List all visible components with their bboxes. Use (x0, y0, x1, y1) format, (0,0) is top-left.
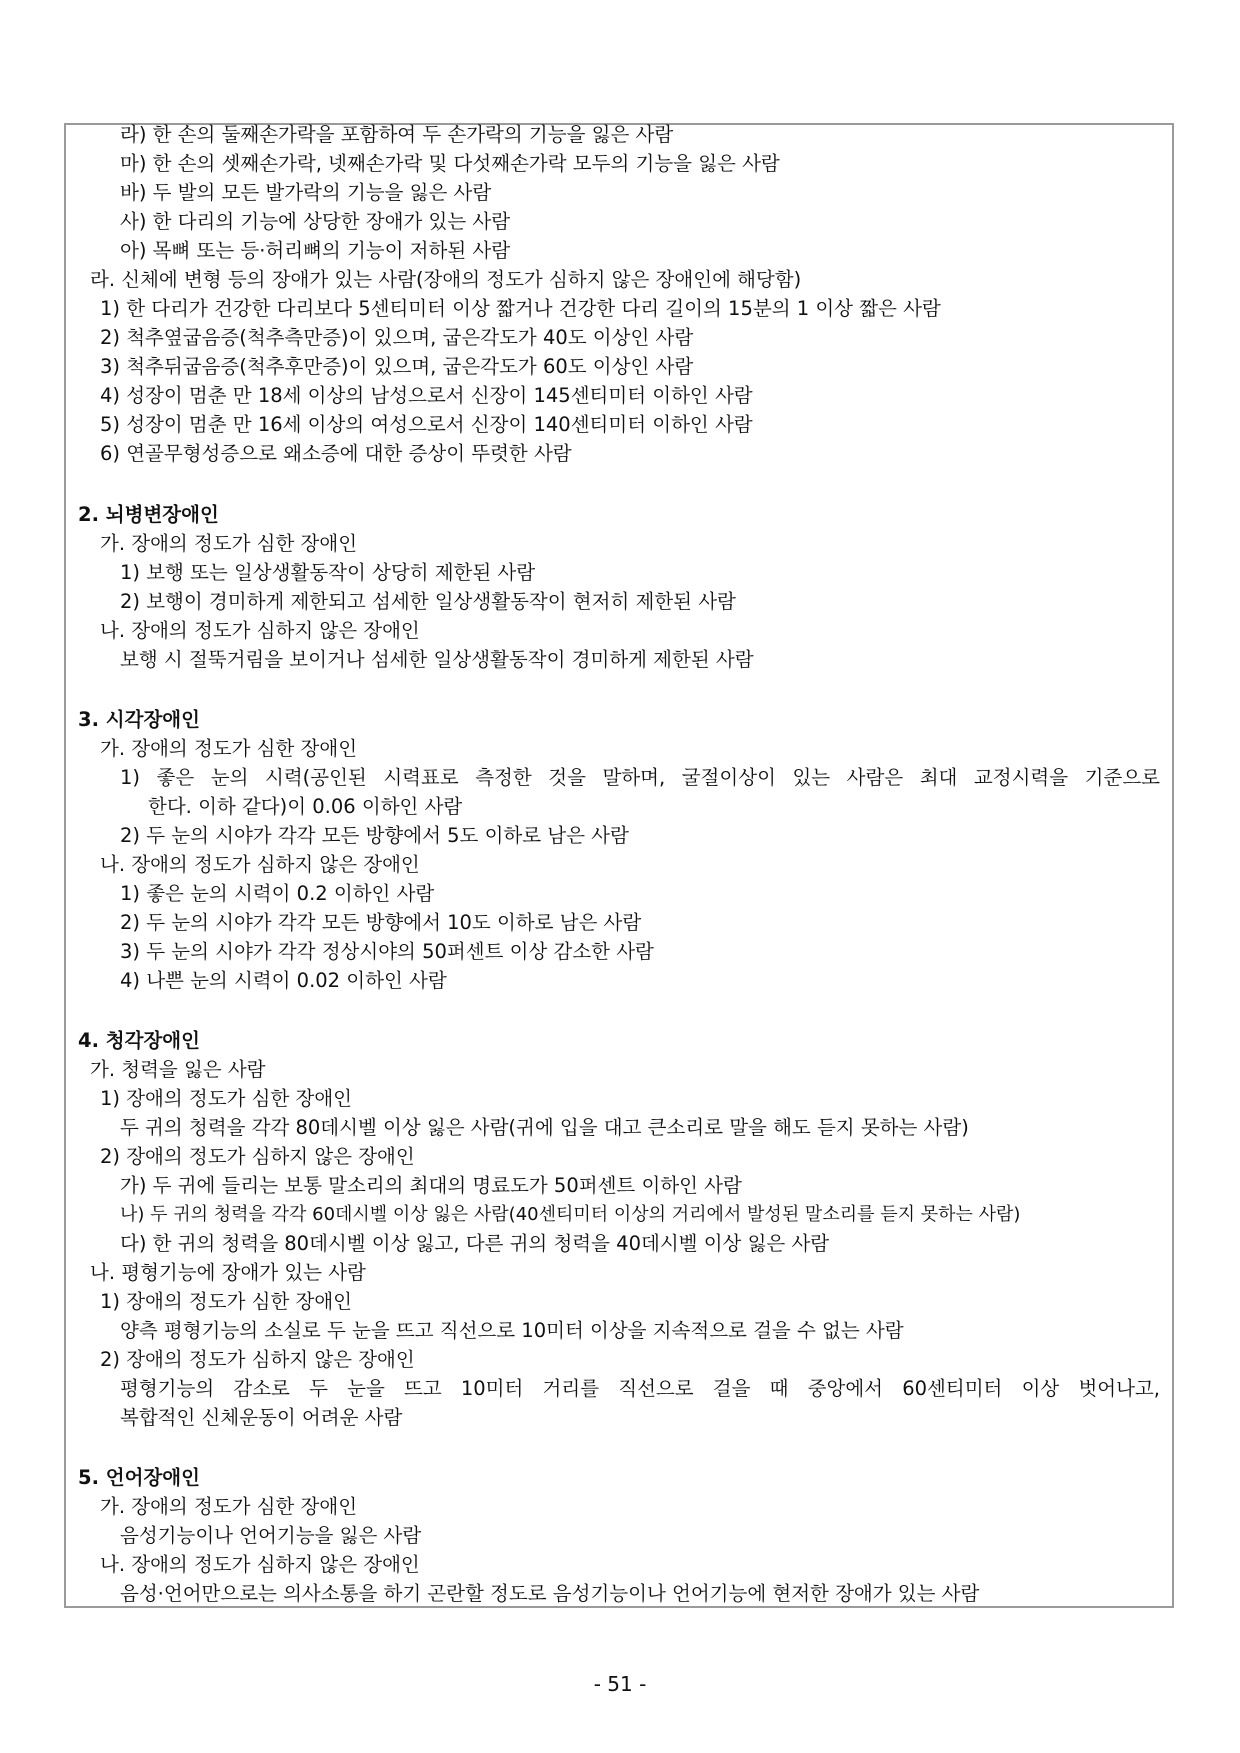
text-line: 6) 연골무형성증으로 왜소증에 대한 증상이 뚜렷한 사람 (100, 442, 572, 465)
text-line: 가. 청력을 잃은 사람 (90, 1058, 266, 1081)
text-line: 가. 장애의 정도가 심한 장애인 (100, 532, 358, 555)
text-line: 나. 장애의 정도가 심하지 않은 장애인 (100, 853, 420, 876)
section-heading: 5. 언어장애인 (78, 1466, 200, 1489)
text-line: 보행 시 절뚝거림을 보이거나 섬세한 일상생활동작이 경미하게 제한된 사람 (120, 648, 754, 671)
section-heading: 3. 시각장애인 (78, 708, 200, 731)
text-line: 2) 보행이 경미하게 제한되고 섬세한 일상생활동작이 현저히 제한된 사람 (120, 590, 736, 613)
text-line: 두 귀의 청력을 각각 80데시벨 이상 잃은 사람(귀에 입을 대고 큰소리로 말을 해도 듣지 못하는 사람) (120, 1116, 969, 1139)
text-line: 마) 한 손의 셋째손가락, 넷째손가락 및 다섯째손가락 모두의 기능을 잃은 사람 (120, 152, 780, 175)
text-line: 2) 두 눈의 시야가 각각 모든 방향에서 5도 이하로 남은 사람 (120, 824, 629, 847)
text-line: 4) 성장이 멈춘 만 18세 이상의 남성으로서 신장이 145센티미터 이하인 사람 (100, 384, 753, 407)
text-line: 1) 한 다리가 건강한 다리보다 5센티미터 이상 짧거나 건강한 다리 길이의 15분의 1 이상 짧은 사람 (100, 297, 941, 320)
text-line: 가) 두 귀에 들리는 보통 말소리의 최대의 명료도가 50퍼센트 이하인 사람 (120, 1174, 742, 1197)
text-line: 1) 좋은 눈의 시력(공인된 시력표로 측정한 것을 말하며, 굴절이상이 있는 사람은 최대 교정시력을 기준으로 (120, 766, 1160, 789)
text-line: 가. 장애의 정도가 심한 장애인 (100, 1495, 358, 1518)
section-heading: 2. 뇌병변장애인 (78, 503, 219, 526)
text-line: 3) 척추뒤굽음증(척추후만증)이 있으며, 굽은각도가 60도 이상인 사람 (100, 355, 694, 378)
text-line: 복합적인 신체운동이 어려운 사람 (120, 1406, 403, 1429)
text-line: 양측 평형기능의 소실로 두 눈을 뜨고 직선으로 10미터 이상을 지속적으로 걸을 수 없는 사람 (120, 1319, 904, 1342)
text-line: 1) 좋은 눈의 시력이 0.2 이하인 사람 (120, 882, 435, 905)
text-line: 2) 두 눈의 시야가 각각 모든 방향에서 10도 이하로 남은 사람 (120, 911, 642, 934)
text-line: 2) 척추옆굽음증(척추측만증)이 있으며, 굽은각도가 40도 이상인 사람 (100, 326, 694, 349)
text-line: 3) 두 눈의 시야가 각각 정상시야의 50퍼센트 이상 감소한 사람 (120, 940, 654, 963)
text-line: 음성·언어만으로는 의사소통을 하기 곤란할 정도로 음성기능이나 언어기능에 현저한 장애가 있는 사람 (120, 1582, 980, 1605)
text-line: 라) 한 손의 둘째손가락을 포함하여 두 손가락의 기능을 잃은 사람 (120, 123, 674, 146)
text-line: 바) 두 발의 모든 발가락의 기능을 잃은 사람 (120, 181, 492, 204)
text-line: 나. 장애의 정도가 심하지 않은 장애인 (100, 1553, 420, 1576)
text-line: 라. 신체에 변형 등의 장애가 있는 사람(장애의 정도가 심하지 않은 장애인에 해당함) (90, 268, 802, 291)
text-line: 사) 한 다리의 기능에 상당한 장애가 있는 사람 (120, 210, 511, 233)
text-line: 2) 장애의 정도가 심하지 않은 장애인 (100, 1145, 415, 1168)
text-line: 나) 두 귀의 청력을 각각 60데시벨 이상 잃은 사람(40센티미터 이상의 거리에서 발성된 말소리를 듣지 못하는 사람) (120, 1204, 1021, 1225)
text-line: 가. 장애의 정도가 심한 장애인 (100, 737, 358, 760)
text-line: 한다. 이하 같다)이 0.06 이하인 사람 (148, 795, 463, 818)
text-line: 1) 장애의 정도가 심한 장애인 (100, 1290, 353, 1313)
text-line: 나. 평형기능에 장애가 있는 사람 (90, 1261, 366, 1284)
text-line: 평형기능의 감소로 두 눈을 뜨고 10미터 거리를 직선으로 걸을 때 중앙에서 60센티미터 이상 벗어나고, (120, 1377, 1160, 1400)
text-line: 다) 한 귀의 청력을 80데시벨 이상 잃고, 다른 귀의 청력을 40데시벨 이상 잃은 사람 (120, 1232, 830, 1255)
text-line: 2) 장애의 정도가 심하지 않은 장애인 (100, 1348, 415, 1371)
text-line: 나. 장애의 정도가 심하지 않은 장애인 (100, 619, 420, 642)
text-line: 1) 장애의 정도가 심한 장애인 (100, 1087, 353, 1110)
text-line: 음성기능이나 언어기능을 잃은 사람 (120, 1524, 422, 1547)
page-number: - 51 - (593, 1672, 647, 1696)
text-line: 1) 보행 또는 일상생활동작이 상당히 제한된 사람 (120, 561, 536, 584)
text-line: 아) 목뼈 또는 등·허리뼈의 기능이 저하된 사람 (120, 239, 511, 262)
text-line: 4) 나쁜 눈의 시력이 0.02 이하인 사람 (120, 969, 447, 992)
text-line: 5) 성장이 멈춘 만 16세 이상의 여성으로서 신장이 140센티미터 이하인 사람 (100, 413, 753, 436)
section-heading: 4. 청각장애인 (78, 1029, 200, 1052)
